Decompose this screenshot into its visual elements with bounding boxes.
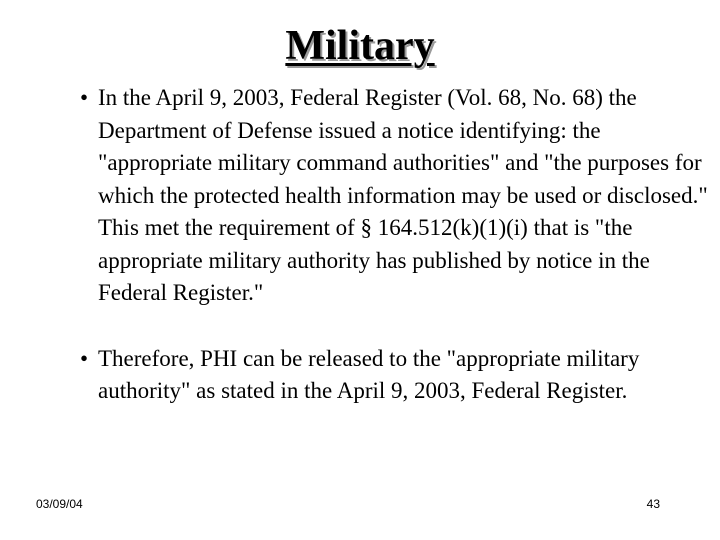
bullet-text: In the April 9, 2003, Federal Register (Vol. 68, No. 68) the Department of Defense issued a notice identifying: the "appropriate military command authorities" and "the purposes for which the protected health information may be used or disclosed." This met the requirement of § 164.512(k)(1)(i) that is "the appropriate military authority has published by notice in the Federal Register." [98,85,708,305]
bullet-item [70,343,710,408]
bullet-marker: • [80,345,89,371]
bullet-text: Therefore, PHI can be released to the "appropriate military authority" as stated in the April 9, 2003, Federal Register. [98,345,640,403]
bullet-item [70,82,710,310]
footer-page-number: 43 [646,497,660,511]
slide-title-text: Military [285,23,435,69]
bullet-list [70,82,710,408]
footer-date: 03/09/04 [36,497,83,511]
bullet-marker: • [80,85,89,110]
slide-title [0,20,720,72]
